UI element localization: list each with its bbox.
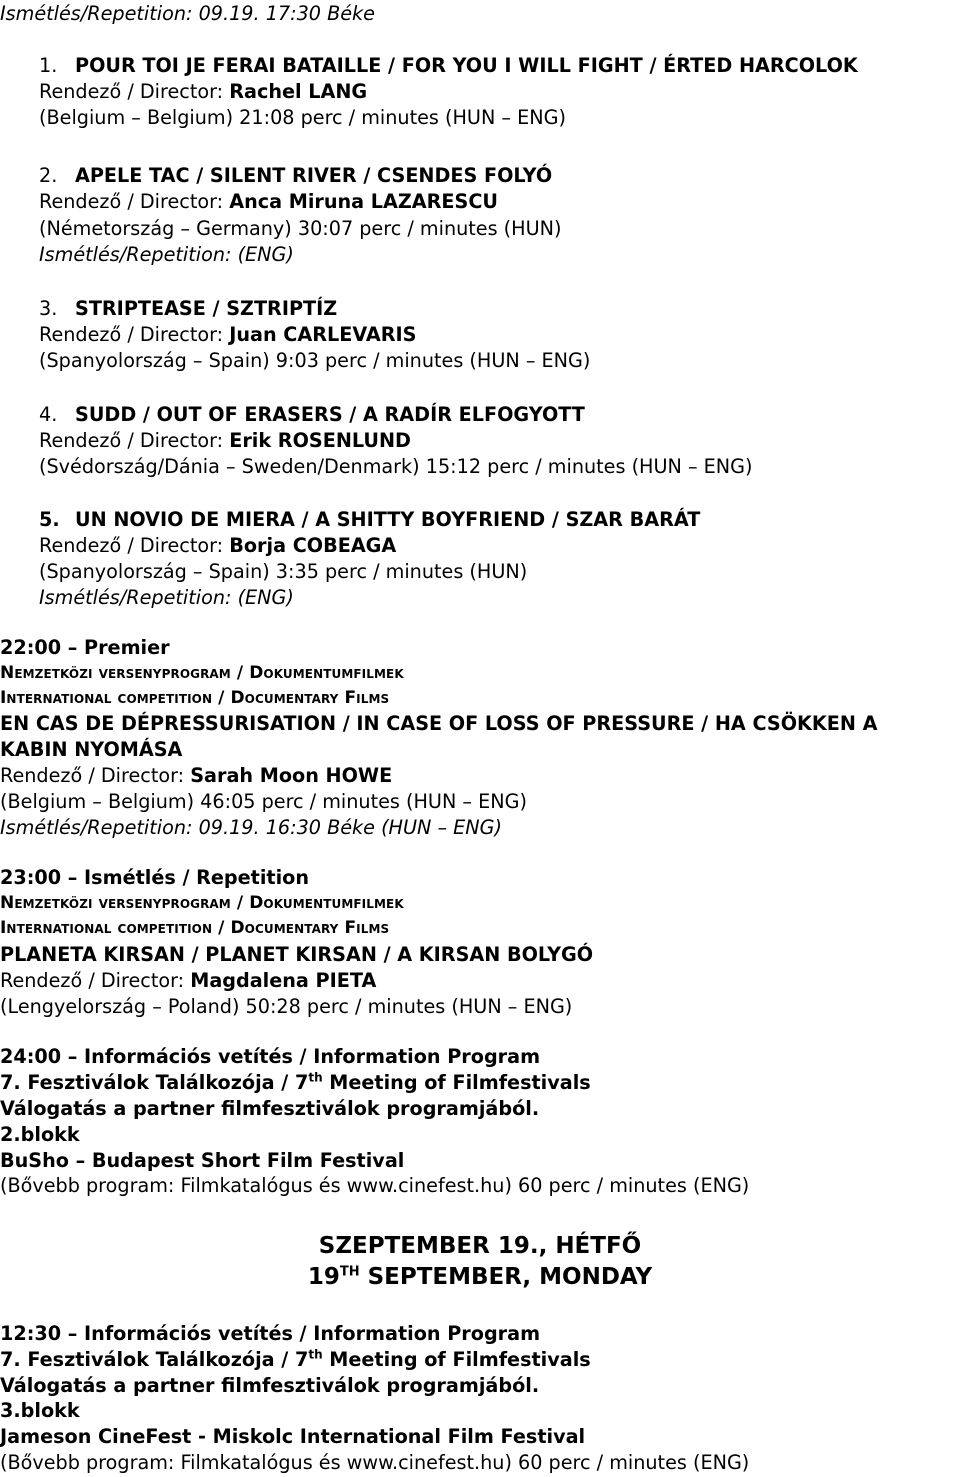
director-label: Rendező / Director:	[39, 323, 224, 346]
screening-time: 12:30 – Információs vetítés / Information Program	[0, 1322, 541, 1345]
film-title	[39, 163, 552, 188]
film-title	[39, 402, 585, 427]
film-title: PLANETA KIRSAN / PLANET KIRSAN / A KIRSAN BOLYGÓ	[0, 943, 594, 966]
meeting-line	[0, 1347, 591, 1372]
repetition-note: Ismétlés/Repetition: 09.19. 17:30 Béke	[0, 2, 375, 25]
film-title-text: UN NOVIO DE MIERA / A SHITTY BOYFRIEND / SZAR BARÁT	[75, 508, 701, 531]
director-line	[39, 189, 498, 214]
screening-time: 22:00 – Premier	[0, 636, 170, 659]
film-number: 3.	[39, 297, 58, 320]
festival-name: BuSho – Budapest Short Film Festival	[0, 1149, 405, 1172]
ordinal-suffix: th	[308, 1070, 323, 1085]
film-info: (Svédország/Dánia – Sweden/Denmark) 15:12 perc / minutes (HUN – ENG)	[39, 455, 753, 478]
meeting-text: 7. Fesztiválok Találkozója / 7	[0, 1071, 309, 1094]
film-title-text: APELE TAC / SILENT RIVER / CSENDES FOLYÓ	[75, 164, 553, 187]
section-english: International competition / Documentary Films	[0, 688, 390, 708]
director-label: Rendező / Director:	[39, 190, 224, 213]
director-name: Anca Miruna LAZARESCU	[229, 190, 499, 213]
film-title	[39, 507, 700, 532]
film-title-text: STRIPTEASE / SZTRIPTÍZ	[75, 297, 338, 320]
screening-time: 24:00 – Információs vetítés / Information Program	[0, 1045, 541, 1068]
meeting-text-end: Meeting of Filmfestivals	[322, 1071, 591, 1094]
film-info: (Belgium – Belgium) 46:05 perc / minutes (HUN – ENG)	[0, 790, 527, 813]
program-info: (Bővebb program: Filmkatalógus és www.cinefest.hu) 60 perc / minutes (ENG)	[0, 1174, 750, 1197]
film-info: (Németország – Germany) 30:07 perc / minutes (HUN)	[39, 217, 562, 240]
film-title	[39, 53, 858, 78]
day-number: 19	[307, 1264, 340, 1290]
director-label: Rendező / Director:	[39, 429, 224, 452]
director-name: Juan CARLEVARIS	[229, 323, 417, 346]
director-line	[39, 428, 411, 453]
film-info: (Spanyolország – Spain) 3:35 perc / minutes (HUN)	[39, 560, 528, 583]
film-info: (Belgium – Belgium) 21:08 perc / minutes (HUN – ENG)	[39, 106, 566, 129]
repetition-note: Ismétlés/Repetition: (ENG)	[39, 586, 294, 609]
director-label: Rendező / Director:	[0, 764, 185, 787]
film-info: (Spanyolország – Spain) 9:03 perc / minutes (HUN – ENG)	[39, 349, 591, 372]
meeting-line	[0, 1070, 591, 1095]
film-number: 4.	[39, 403, 58, 426]
director-name: Erik ROSENLUND	[229, 429, 411, 452]
block-label: 2.blokk	[0, 1123, 80, 1146]
film-title: EN CAS DE DÉPRESSURISATION / IN CASE OF LOSS OF PRESSURE / HA CSÖKKEN A	[0, 712, 878, 735]
film-title-text: POUR TOI JE FERAI BATAILLE / FOR YOU I WILL FIGHT / ÉRTED HARCOLOK	[75, 54, 858, 77]
program-info: (Bővebb program: Filmkatalógus és www.cinefest.hu) 60 perc / minutes (ENG)	[0, 1451, 750, 1474]
director-line	[39, 533, 396, 558]
day-heading-text: SEPTEMBER, MONDAY	[359, 1264, 653, 1290]
ordinal-suffix: TH	[339, 1264, 360, 1280]
ordinal-suffix: th	[308, 1347, 323, 1362]
festival-name: Jameson CineFest - Miskolc International Film Festival	[0, 1425, 586, 1448]
director-label: Rendező / Director:	[0, 969, 185, 992]
director-line	[0, 763, 392, 788]
selection-line: Válogatás a partner filmfesztiválok programjából.	[0, 1097, 540, 1120]
director-name: Sarah Moon HOWE	[190, 764, 393, 787]
meeting-text-end: Meeting of Filmfestivals	[322, 1348, 591, 1371]
director-label: Rendező / Director:	[39, 534, 224, 557]
selection-line: Válogatás a partner filmfesztiválok programjából.	[0, 1374, 540, 1397]
block-label: 3.blokk	[0, 1399, 80, 1422]
repetition-note: Ismétlés/Repetition: (ENG)	[39, 243, 294, 266]
section-english: International competition / Documentary Films	[0, 918, 390, 938]
day-heading-hungarian: SZEPTEMBER 19., HÉTFŐ	[318, 1233, 642, 1259]
director-name: Magdalena PIETA	[190, 969, 377, 992]
director-label: Rendező / Director:	[39, 80, 224, 103]
film-number: 1.	[39, 54, 58, 77]
section-hungarian: Nemzetközi versenyprogram / Dokumentumfilmek	[0, 663, 404, 683]
director-name: Rachel LANG	[229, 80, 368, 103]
day-heading-english	[0, 1262, 960, 1292]
director-name: Borja COBEAGA	[229, 534, 397, 557]
screening-time: 23:00 – Ismétlés / Repetition	[0, 866, 310, 889]
film-title	[39, 296, 337, 321]
section-hungarian: Nemzetközi versenyprogram / Dokumentumfilmek	[0, 893, 404, 913]
director-line	[0, 968, 376, 993]
film-title-continued: KABIN NYOMÁSA	[0, 738, 183, 761]
meeting-text: 7. Fesztiválok Találkozója / 7	[0, 1348, 309, 1371]
director-line	[39, 79, 367, 104]
film-title-text: SUDD / OUT OF ERASERS / A RADÍR ELFOGYOTT	[75, 403, 585, 426]
film-number: 2.	[39, 164, 58, 187]
director-line	[39, 322, 416, 347]
film-number: 5.	[39, 508, 60, 531]
repetition-note: Ismétlés/Repetition: 09.19. 16:30 Béke (HUN – ENG)	[0, 816, 503, 839]
film-info: (Lengyelország – Poland) 50:28 perc / minutes (HUN – ENG)	[0, 995, 573, 1018]
